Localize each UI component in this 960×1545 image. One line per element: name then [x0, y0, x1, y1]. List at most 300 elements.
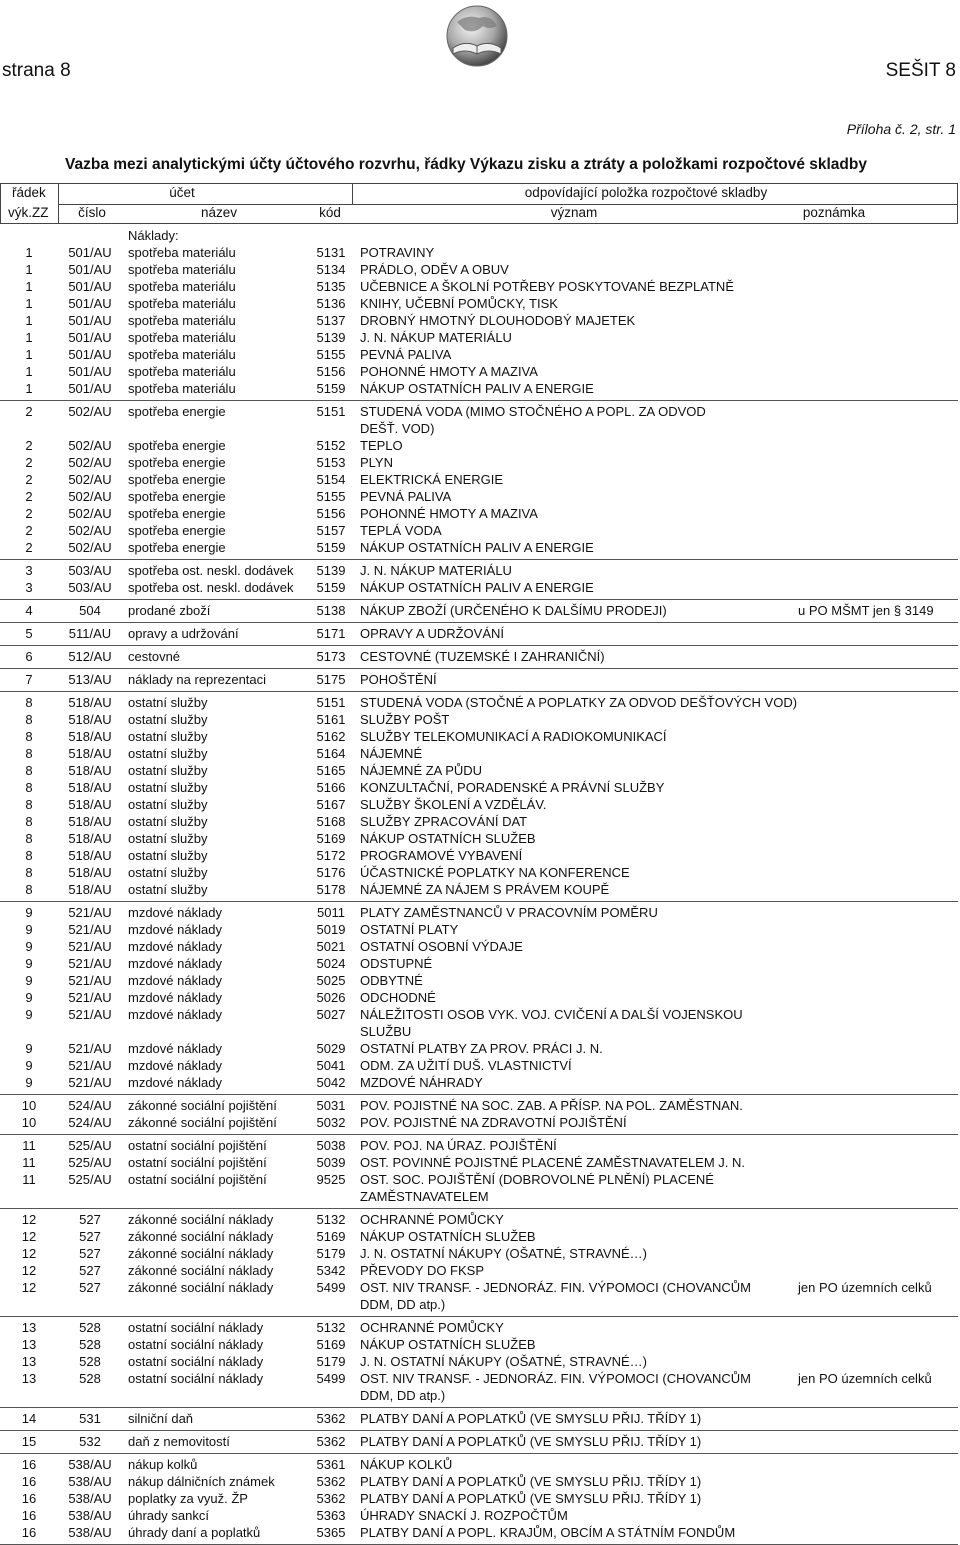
- row-nazev: mzdové náklady: [128, 1058, 222, 1073]
- row-nazev: spotřeba materiálu: [128, 381, 236, 396]
- row-cislo: 527: [79, 1229, 101, 1244]
- row-radek: 2: [25, 489, 33, 504]
- row-cislo: 518/AU: [68, 729, 112, 744]
- row-cislo: 502/AU: [68, 472, 112, 487]
- row-nazev: mzdové náklady: [128, 1007, 222, 1022]
- row-nazev: zákonné sociální náklady: [128, 1212, 274, 1227]
- row-kod: 5362: [316, 1474, 346, 1489]
- attachment-label: Příloha č. 2, str. 1: [846, 121, 956, 137]
- row-cislo: 532: [79, 1434, 101, 1449]
- row-nazev: mzdové náklady: [128, 939, 222, 954]
- row-cislo: 513/AU: [68, 672, 112, 687]
- row-poznamka: jen PO územních celků: [798, 1280, 932, 1295]
- row-nazev: ostatní služby: [128, 712, 208, 727]
- row-kod: 5132: [316, 1320, 346, 1335]
- row-cislo: 521/AU: [68, 905, 112, 920]
- table-row: [0, 1137, 958, 1154]
- row-kod: 9525: [316, 1172, 346, 1187]
- row-vyznam: ÚHRADY SNACKÍ J. ROZPOČTŮM: [360, 1508, 568, 1523]
- row-radek: 10: [21, 1115, 37, 1130]
- row-kod: 5362: [316, 1411, 346, 1426]
- row-nazev: spotřeba materiálu: [128, 296, 236, 311]
- row-nazev: ostatní služby: [128, 797, 208, 812]
- row-radek: 9: [25, 1007, 33, 1022]
- row-nazev: opravy a udržování: [128, 626, 239, 641]
- table-row: [0, 1171, 958, 1205]
- row-vyznam: OSTATNÍ PLATBY ZA PROV. PRÁCI J. N.: [360, 1041, 603, 1056]
- table-row: [0, 403, 958, 437]
- table-row: [0, 278, 958, 295]
- row-radek: 9: [25, 990, 33, 1005]
- row-radek: 8: [25, 882, 33, 897]
- header-kod: kód: [319, 205, 341, 220]
- row-nazev: úhrady sankcí: [128, 1508, 209, 1523]
- row-kod: 5169: [316, 1229, 346, 1244]
- row-radek: 13: [21, 1354, 37, 1369]
- table-row: [0, 938, 958, 955]
- row-radek: 8: [25, 865, 33, 880]
- row-radek: 5: [25, 626, 33, 641]
- row-group: [0, 560, 958, 600]
- row-vyznam: ELEKTRICKÁ ENERGIE: [360, 472, 504, 487]
- header-poznamka: poznámka: [802, 205, 866, 220]
- row-group: [0, 623, 958, 646]
- row-group: [0, 1135, 958, 1209]
- row-cislo: 518/AU: [68, 712, 112, 727]
- row-vyznam: J. N. NÁKUP MATERIÁLU: [360, 563, 512, 578]
- row-nazev: ostatní služby: [128, 831, 208, 846]
- row-nazev: ostatní sociální pojištění: [128, 1155, 267, 1170]
- row-kod: 5365: [316, 1525, 346, 1540]
- row-vyznam: NÁKUP OSTATNÍCH PALIV A ENERGIE: [360, 580, 594, 595]
- row-poznamka: jen PO územních celků: [798, 1371, 932, 1386]
- table-row: [0, 779, 958, 796]
- row-group: [0, 1431, 958, 1454]
- row-vyznam: OPRAVY A UDRŽOVÁNÍ: [360, 626, 505, 641]
- row-cislo: 518/AU: [68, 865, 112, 880]
- row-cislo: 518/AU: [68, 831, 112, 846]
- row-cislo: 518/AU: [68, 797, 112, 812]
- row-nazev: spotřeba energie: [128, 489, 226, 504]
- header-cislo: číslo: [78, 205, 106, 220]
- row-nazev: ostatní sociální náklady: [128, 1320, 264, 1335]
- row-group: [0, 669, 958, 692]
- row-cislo: 527: [79, 1263, 101, 1278]
- row-kod: 5152: [316, 438, 346, 453]
- row-vyznam: STUDENÁ VODA (STOČNÉ A POPLATKY ZA ODVOD DEŠŤOVÝCH VOD): [360, 695, 798, 710]
- row-radek: 6: [25, 649, 33, 664]
- row-radek: 1: [25, 347, 33, 362]
- row-kod: 5168: [316, 814, 346, 829]
- table-row: [0, 955, 958, 972]
- table-row: [0, 437, 958, 454]
- row-vyznam: J. N. NÁKUP MATERIÁLU: [360, 330, 512, 345]
- row-cislo: 525/AU: [68, 1172, 112, 1187]
- row-kod: 5164: [316, 746, 346, 761]
- row-nazev: náklady na reprezentaci: [128, 672, 267, 687]
- row-radek: 1: [25, 245, 33, 260]
- row-cislo: 504: [79, 603, 101, 618]
- row-kod: 5026: [316, 990, 346, 1005]
- row-nazev: ostatní služby: [128, 882, 208, 897]
- row-vyznam: SLUŽBY ZPRACOVÁNÍ DAT: [360, 814, 528, 829]
- row-radek: 8: [25, 831, 33, 846]
- row-kod: 5151: [316, 695, 346, 710]
- row-cislo: 525/AU: [68, 1138, 112, 1153]
- row-vyznam: ODBYTNÉ: [360, 973, 423, 988]
- row-nazev: ostatní služby: [128, 848, 208, 863]
- row-vyznam: ODCHODNÉ: [360, 990, 436, 1005]
- row-radek: 7: [25, 672, 33, 687]
- row-vyznam-cont: DEŠŤ. VOD): [360, 421, 435, 436]
- row-radek: 2: [25, 438, 33, 453]
- row-cislo: 527: [79, 1212, 101, 1227]
- row-vyznam: POHOŠTĚNÍ: [360, 672, 437, 687]
- row-vyznam: NÁLEŽITOSTI OSOB VYK. VOJ. CVIČENÍ A DALŠÍ VOJENSKOU: [360, 1007, 743, 1022]
- row-radek: 12: [21, 1280, 37, 1295]
- table-row: [0, 1456, 958, 1473]
- table-row: [0, 762, 958, 779]
- row-nazev: spotřeba materiálu: [128, 279, 236, 294]
- row-vyznam: PLATBY DANÍ A POPLATKŮ (VE SMYSLU PŘIJ. TŘÍDY 1): [360, 1434, 702, 1449]
- row-nazev: zákonné sociální náklady: [128, 1246, 274, 1261]
- row-cislo: 501/AU: [68, 313, 112, 328]
- row-cislo: 502/AU: [68, 438, 112, 453]
- row-cislo: 511/AU: [68, 626, 112, 641]
- row-kod: 5155: [316, 489, 346, 504]
- table-body: [0, 225, 958, 1545]
- globe-book-logo: [439, 0, 515, 76]
- row-cislo: 538/AU: [68, 1457, 112, 1472]
- table-row: [0, 579, 958, 596]
- row-vyznam: PLATBY DANÍ A POPLATKŮ (VE SMYSLU PŘIJ. TŘÍDY 1): [360, 1491, 702, 1506]
- header-vyznam: význam: [550, 205, 598, 220]
- row-kod: 5032: [316, 1115, 346, 1130]
- row-nazev: zákonné sociální pojištění: [128, 1098, 277, 1113]
- row-cislo: 502/AU: [68, 523, 112, 538]
- row-nazev: mzdové náklady: [128, 973, 222, 988]
- naklady-row: [0, 227, 958, 244]
- row-vyznam: NÁKUP ZBOŽÍ (URČENÉHO K DALŠÍMU PRODEJI): [360, 603, 667, 618]
- row-radek: 12: [21, 1212, 37, 1227]
- row-cislo: 528: [79, 1320, 101, 1335]
- row-group: [0, 401, 958, 560]
- row-group: [0, 1209, 958, 1317]
- row-nazev: spotřeba materiálu: [128, 262, 236, 277]
- row-kod: 5136: [316, 296, 346, 311]
- table-row: [0, 881, 958, 898]
- row-kod: 5173: [316, 649, 346, 664]
- row-radek: 16: [21, 1508, 37, 1523]
- table-row: [0, 972, 958, 989]
- table-row: [0, 312, 958, 329]
- row-vyznam: POV. POJISTNÉ NA ZDRAVOTNÍ POJIŠTĚNÍ: [360, 1115, 627, 1130]
- row-kod: 5027: [316, 1007, 346, 1022]
- row-vyznam-cont: SLUŽBU: [360, 1024, 412, 1039]
- row-kod: 5361: [316, 1457, 346, 1472]
- row-kod: 5172: [316, 848, 346, 863]
- row-vyznam: SLUŽBY ŠKOLENÍ A VZDĚLÁV.: [360, 797, 547, 812]
- row-nazev: zákonné sociální náklady: [128, 1263, 274, 1278]
- row-radek: 13: [21, 1337, 37, 1352]
- row-cislo: 501/AU: [68, 245, 112, 260]
- row-group: [0, 1095, 958, 1135]
- header-vyk-zz: výk.ZZ: [8, 205, 49, 220]
- table-row: [0, 1057, 958, 1074]
- row-nazev: ostatní služby: [128, 865, 208, 880]
- row-cislo: 501/AU: [68, 330, 112, 345]
- row-cislo: 531: [79, 1411, 101, 1426]
- row-group: [0, 902, 958, 1095]
- table-row: [0, 1336, 958, 1353]
- row-nazev: spotřeba materiálu: [128, 347, 236, 362]
- table-row: [0, 671, 958, 688]
- table-row: [0, 562, 958, 579]
- row-cislo: 524/AU: [68, 1115, 112, 1130]
- row-vyznam: STUDENÁ VODA (MIMO STOČNÉHO A POPL. ZA ODVOD: [360, 404, 706, 419]
- row-kod: 5176: [316, 865, 346, 880]
- row-radek: 16: [21, 1457, 37, 1472]
- table-row: [0, 1211, 958, 1228]
- row-nazev: mzdové náklady: [128, 990, 222, 1005]
- row-kod: 5041: [316, 1058, 346, 1073]
- row-radek: 9: [25, 939, 33, 954]
- table-row: [0, 1490, 958, 1507]
- row-cislo: 528: [79, 1371, 101, 1386]
- row-cislo: 501/AU: [68, 364, 112, 379]
- row-vyznam: ODSTUPNÉ: [360, 956, 433, 971]
- row-vyznam: OST. SOC. POJIŠTĚNÍ (DOBROVOLNÉ PLNĚNÍ) PLACENÉ: [360, 1172, 714, 1187]
- row-nazev: nákup dálničních známek: [128, 1474, 275, 1489]
- table-row: [0, 505, 958, 522]
- row-radek: 11: [22, 1138, 36, 1153]
- row-radek: 10: [21, 1098, 37, 1113]
- row-nazev: spotřeba energie: [128, 506, 226, 521]
- table-row: [0, 1228, 958, 1245]
- row-radek: 8: [25, 746, 33, 761]
- row-kod: 5342: [316, 1263, 346, 1278]
- row-kod: 5138: [316, 603, 346, 618]
- row-radek: 2: [25, 472, 33, 487]
- row-kod: 5132: [316, 1212, 346, 1227]
- row-nazev: ostatní sociální pojištění: [128, 1138, 267, 1153]
- row-kod: 5039: [316, 1155, 346, 1170]
- table-row: [0, 1279, 958, 1313]
- row-radek: 8: [25, 814, 33, 829]
- row-cislo: 521/AU: [68, 1058, 112, 1073]
- row-vyznam: POV. POJ. NA ÚRAZ. POJIŠTĚNÍ: [360, 1138, 557, 1153]
- row-cislo: 518/AU: [68, 763, 112, 778]
- row-vyznam: KNIHY, UČEBNÍ POMŮCKY, TISK: [360, 296, 558, 311]
- table-row: [0, 847, 958, 864]
- row-radek: 8: [25, 695, 33, 710]
- table-row: [0, 261, 958, 278]
- row-radek: 8: [25, 848, 33, 863]
- row-cislo: 521/AU: [68, 1007, 112, 1022]
- table-row: [0, 329, 958, 346]
- row-nazev: ostatní služby: [128, 763, 208, 778]
- table-row: [0, 602, 958, 619]
- row-cislo: 538/AU: [68, 1474, 112, 1489]
- table-row: [0, 694, 958, 711]
- row-nazev: ostatní služby: [128, 746, 208, 761]
- row-cislo: 518/AU: [68, 814, 112, 829]
- row-kod: 5169: [316, 831, 346, 846]
- row-radek: 12: [21, 1229, 37, 1244]
- table-row: [0, 1319, 958, 1336]
- row-nazev: spotřeba materiálu: [128, 313, 236, 328]
- table-row: [0, 1262, 958, 1279]
- row-cislo: 521/AU: [68, 990, 112, 1005]
- row-cislo: 525/AU: [68, 1155, 112, 1170]
- row-cislo: 518/AU: [68, 746, 112, 761]
- table-row: [0, 380, 958, 397]
- table-row: [0, 1006, 958, 1040]
- row-kod: 5499: [316, 1280, 346, 1295]
- page-number: strana 8: [2, 60, 71, 81]
- row-radek: 8: [25, 712, 33, 727]
- row-radek: 11: [22, 1155, 36, 1170]
- row-kod: 5139: [316, 330, 346, 345]
- row-cislo: 501/AU: [68, 296, 112, 311]
- table-row: [0, 1074, 958, 1091]
- row-nazev: spotřeba energie: [128, 455, 226, 470]
- row-kod: 5362: [316, 1434, 346, 1449]
- row-vyznam-cont: DDM, DD atp.): [360, 1388, 446, 1403]
- row-nazev: ostatní sociální náklady: [128, 1371, 264, 1386]
- row-nazev: ostatní služby: [128, 729, 208, 744]
- table-row: [0, 711, 958, 728]
- table-row: [0, 1097, 958, 1114]
- row-kod: 5169: [316, 1337, 346, 1352]
- row-vyznam: MZDOVÉ NÁHRADY: [360, 1075, 483, 1090]
- row-radek: 16: [21, 1491, 37, 1506]
- table-row: [0, 1040, 958, 1057]
- row-kod: 5134: [316, 262, 346, 277]
- row-nazev: spotřeba ost. neskl. dodávek: [128, 580, 294, 595]
- row-kod: 5175: [316, 672, 346, 687]
- row-vyznam: NÁJEMNÉ ZA NÁJEM S PRÁVEM KOUPĚ: [360, 882, 610, 897]
- row-radek: 1: [25, 330, 33, 345]
- row-kod: 5042: [316, 1075, 346, 1090]
- row-vyznam: DROBNÝ HMOTNÝ DLOUHODOBÝ MAJETEK: [360, 313, 636, 328]
- row-cislo: 538/AU: [68, 1508, 112, 1523]
- row-nazev: spotřeba energie: [128, 404, 226, 419]
- row-vyznam: NÁJEMNÉ ZA PŮDU: [360, 763, 483, 778]
- row-nazev: ostatní sociální pojištění: [128, 1172, 267, 1187]
- row-kod: 5171: [316, 626, 346, 641]
- row-nazev: ostatní služby: [128, 814, 208, 829]
- row-nazev: mzdové náklady: [128, 922, 222, 937]
- row-vyznam: NÁKUP OSTATNÍCH SLUŽEB: [360, 1229, 536, 1244]
- row-kod: 5038: [316, 1138, 346, 1153]
- row-group: [0, 225, 958, 401]
- row-vyznam: POTRAVINY: [360, 245, 435, 260]
- row-vyznam: J. N. OSTATNÍ NÁKUPY (OŠATNÉ, STRAVNÉ…): [360, 1246, 647, 1261]
- row-radek: 9: [25, 1075, 33, 1090]
- row-kod: 5166: [316, 780, 346, 795]
- row-kod: 5159: [316, 381, 346, 396]
- row-radek: 13: [21, 1320, 37, 1335]
- row-vyznam: KONZULTAČNÍ, PORADENSKÉ A PRÁVNÍ SLUŽBY: [360, 780, 665, 795]
- row-nazev: spotřeba materiálu: [128, 245, 236, 260]
- table-row: [0, 989, 958, 1006]
- row-cislo: 521/AU: [68, 1075, 112, 1090]
- table-row: [0, 1114, 958, 1131]
- row-nazev: cestovné: [128, 649, 181, 664]
- table-row: [0, 1370, 958, 1404]
- row-kod: 5161: [316, 712, 346, 727]
- row-nazev: spotřeba energie: [128, 438, 226, 453]
- table-row: [0, 648, 958, 665]
- row-kod: 5165: [316, 763, 346, 778]
- row-cislo: 502/AU: [68, 455, 112, 470]
- row-group: [0, 1408, 958, 1431]
- row-radek: 2: [25, 523, 33, 538]
- row-nazev: prodané zboží: [128, 603, 211, 618]
- row-kod: 5139: [316, 563, 346, 578]
- row-cislo: 528: [79, 1354, 101, 1369]
- row-vyznam: PLATBY DANÍ A POPL. KRAJŮM, OBCÍM A STÁTNÍM FONDŮM: [360, 1525, 736, 1540]
- row-cislo: 518/AU: [68, 848, 112, 863]
- table-row: [0, 1473, 958, 1490]
- row-vyznam: CESTOVNÉ (TUZEMSKÉ I ZAHRANIČNÍ): [360, 649, 605, 664]
- row-kod: 5135: [316, 279, 346, 294]
- row-vyznam: PŘEVODY DO FKSP: [360, 1263, 485, 1278]
- row-kod: 5031: [316, 1098, 346, 1113]
- row-kod: 5021: [316, 939, 346, 954]
- table-row: [0, 1507, 958, 1524]
- table-row: [0, 346, 958, 363]
- row-radek: 2: [25, 506, 33, 521]
- row-nazev: mzdové náklady: [128, 1075, 222, 1090]
- row-radek: 1: [25, 313, 33, 328]
- row-nazev: daň z nemovitostí: [128, 1434, 230, 1449]
- row-kod: 5179: [316, 1354, 346, 1369]
- row-cislo: 518/AU: [68, 695, 112, 710]
- row-group: [0, 1317, 958, 1408]
- row-kod: 5154: [316, 472, 346, 487]
- row-vyznam: OSTATNÍ PLATY: [360, 922, 459, 937]
- row-cislo: 502/AU: [68, 404, 112, 419]
- row-kod: 5156: [316, 364, 346, 379]
- row-vyznam: OST. POVINNÉ POJISTNÉ PLACENÉ ZAMĚSTNAVATELEM J. N.: [360, 1155, 746, 1170]
- table-row: [0, 1154, 958, 1171]
- table-row: [0, 1524, 958, 1541]
- row-radek: 1: [25, 381, 33, 396]
- row-vyznam: NÁJEMNÉ: [360, 746, 423, 761]
- row-kod: 5019: [316, 922, 346, 937]
- table-header: [0, 183, 958, 223]
- document-title: Vazba mezi analytickými účty účtového rozvrhu, řádky Výkazu zisku a ztráty a položkami rozpočtové skladby: [65, 156, 867, 173]
- row-nazev: spotřeba energie: [128, 472, 226, 487]
- row-vyznam: PEVNÁ PALIVA: [360, 489, 452, 504]
- row-radek: 16: [21, 1474, 37, 1489]
- row-nazev: spotřeba ost. neskl. dodávek: [128, 563, 294, 578]
- table-row: [0, 745, 958, 762]
- row-kod: 5362: [316, 1491, 346, 1506]
- row-radek: 2: [25, 455, 33, 470]
- row-radek: 12: [21, 1246, 37, 1261]
- row-kod: 5155: [316, 347, 346, 362]
- row-radek: 1: [25, 262, 33, 277]
- row-vyznam: NÁKUP OSTATNÍCH PALIV A ENERGIE: [360, 540, 594, 555]
- row-kod: 5363: [316, 1508, 346, 1523]
- row-cislo: 521/AU: [68, 973, 112, 988]
- row-vyznam: PROGRAMOVÉ VYBAVENÍ: [360, 848, 523, 863]
- row-group: [0, 646, 958, 669]
- table-row: [0, 244, 958, 261]
